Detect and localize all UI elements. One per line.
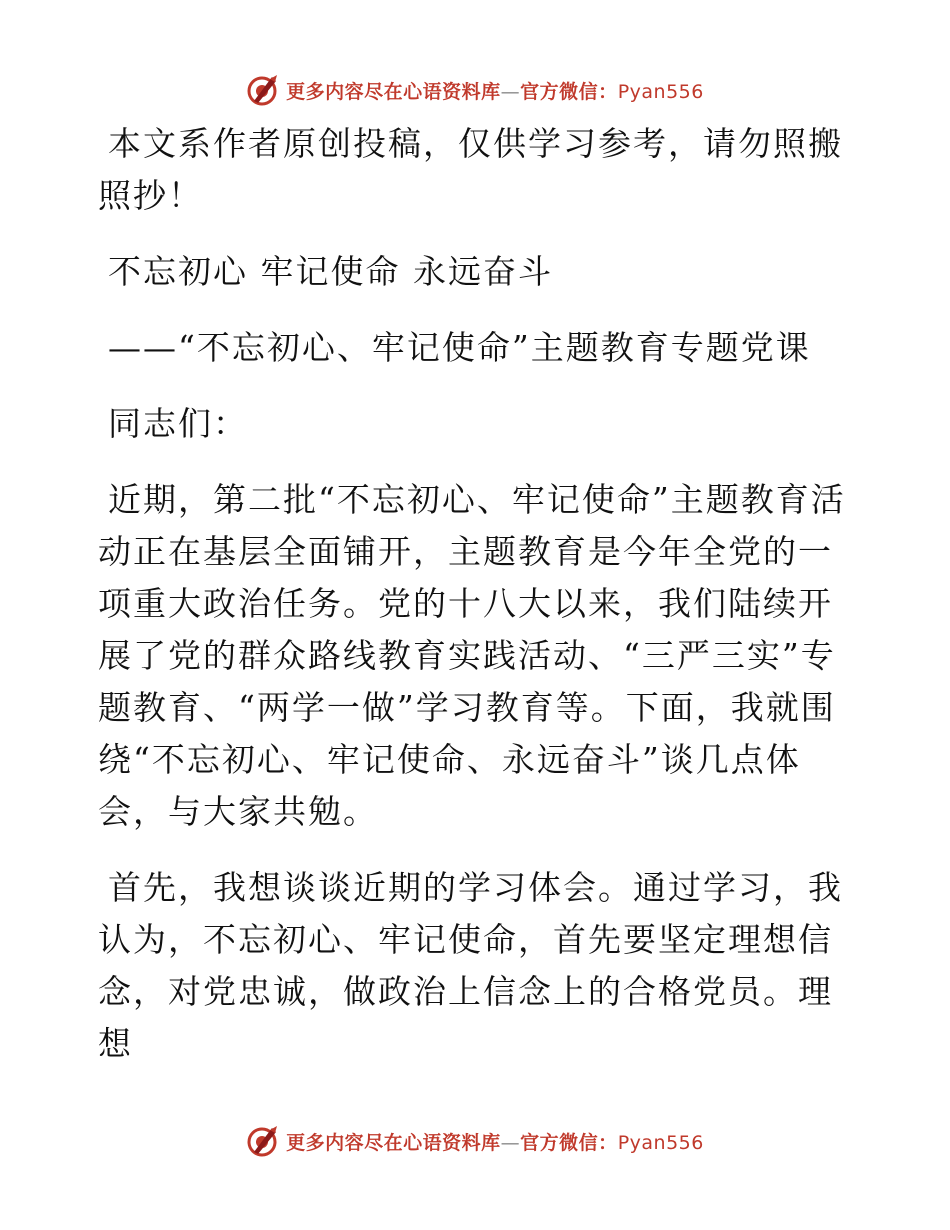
body-paragraph-1: 近期，第二批“不忘初心、牢记使命”主题教育活动正在基层全面铺开，主题教育是今年全党的一项重大政治任务。党的十八大以来，我们陆续开展了党的群众路线教育实践活动、“三严三实”专题教育、“两学一做”学习教育等。下面，我就围绕“不忘初心、牢记使命、永远奋斗”谈几点体会，与大家共勉。 (98, 480, 846, 831)
salutation: 同志们： (108, 404, 248, 443)
header-banner (0, 70, 950, 110)
header-banner-text: 更多内容尽在心语资料库—官方微信：Pyan556 (286, 80, 704, 103)
body-paragraph-2: 首先，我想谈谈近期的学习体会。通过学习，我认为，不忘初心、牢记使命，首先要坚定理想信念，对党忠诚，做政治上信念上的合格党员。理想 (98, 868, 843, 1063)
quill-seal-icon (246, 1124, 280, 1158)
footer-banner (0, 1121, 950, 1161)
disclaimer: 本文系作者原创投稿，仅供学习参考，请勿照搬照抄！ (98, 124, 843, 215)
footer-banner-text: 更多内容尽在心语资料库—官方微信：Pyan556 (286, 1131, 704, 1154)
document-body (98, 118, 858, 1070)
quill-seal-icon (246, 73, 280, 107)
document-title: 不忘初心 牢记使命 永远奋斗 (108, 252, 553, 291)
document-subtitle: ——“不忘初心、牢记使命”主题教育专题党课 (108, 328, 811, 367)
